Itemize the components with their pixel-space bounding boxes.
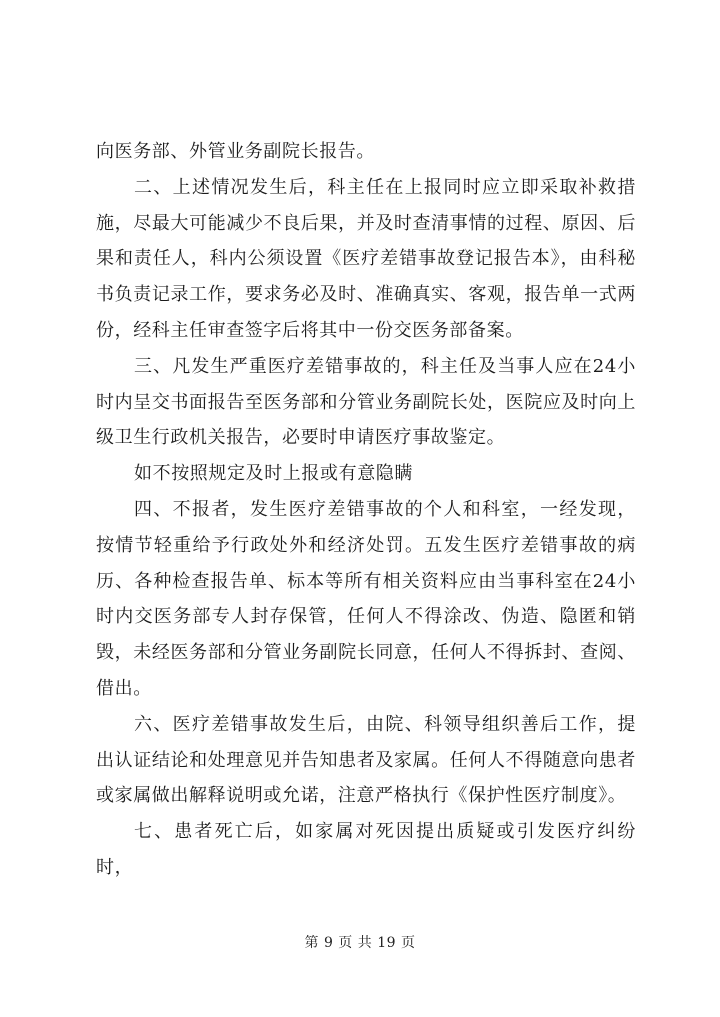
page-number-footer: 第 9 页 共 19 页 (304, 935, 416, 951)
paragraph-section-6: 六、医疗差错事故发生后，由院、科领导组织善后工作，提出认证结论和处理意见并告知患者及家属。任何人不得随意向患者或家属做出解释说明或允诺，注意严格执行《保护性医疗制度》。 (96, 713, 636, 807)
paragraph-section-3: 三、凡发生严重医疗差错事故的，科主任及当事人应在24小时内呈交书面报告至医务部和分管业务副院长处，医院应及时向上级卫生行政机关报告，必要时申请医疗事故鉴定。 (96, 355, 636, 449)
document-body (96, 134, 636, 886)
paragraph-note: 如不按照规定及时上报或有意隐瞒 (134, 463, 413, 485)
paragraph-section-4-5: 四、不报者，发生医疗差错事故的个人和科室，一经发现，按情节轻重给予行政处外和经济处罚。五发生医疗差错事故的病历、各种检查报告单、标本等所有相关资料应由当事科室在24小时内交医务部专人封存保管，任何人不得涂改、伪造、隐匿和销毁，未经医务部和分管业务副院长同意，任何人不得拆封、查阅、借出。 (96, 498, 636, 699)
paragraph-section-2: 二、上述情况发生后，科主任在上报同时应立即采取补救措施，尽最大可能减少不良后果，并及时查清事情的过程、原因、后果和责任人，科内公须设置《医疗差错事故登记报告本》，由科秘书负责记录工作，要求务必及时、准确真实、客观，报告单一式两份，经科主任审查签字后将其中一份交医务部备案。 (96, 176, 636, 341)
paragraph-section-7: 七、患者死亡后，如家属对死因提出质疑或引发医疗纠纷时， (96, 821, 636, 878)
paragraph-continuation: 向医务部、外管业务副院长报告。 (96, 141, 375, 162)
